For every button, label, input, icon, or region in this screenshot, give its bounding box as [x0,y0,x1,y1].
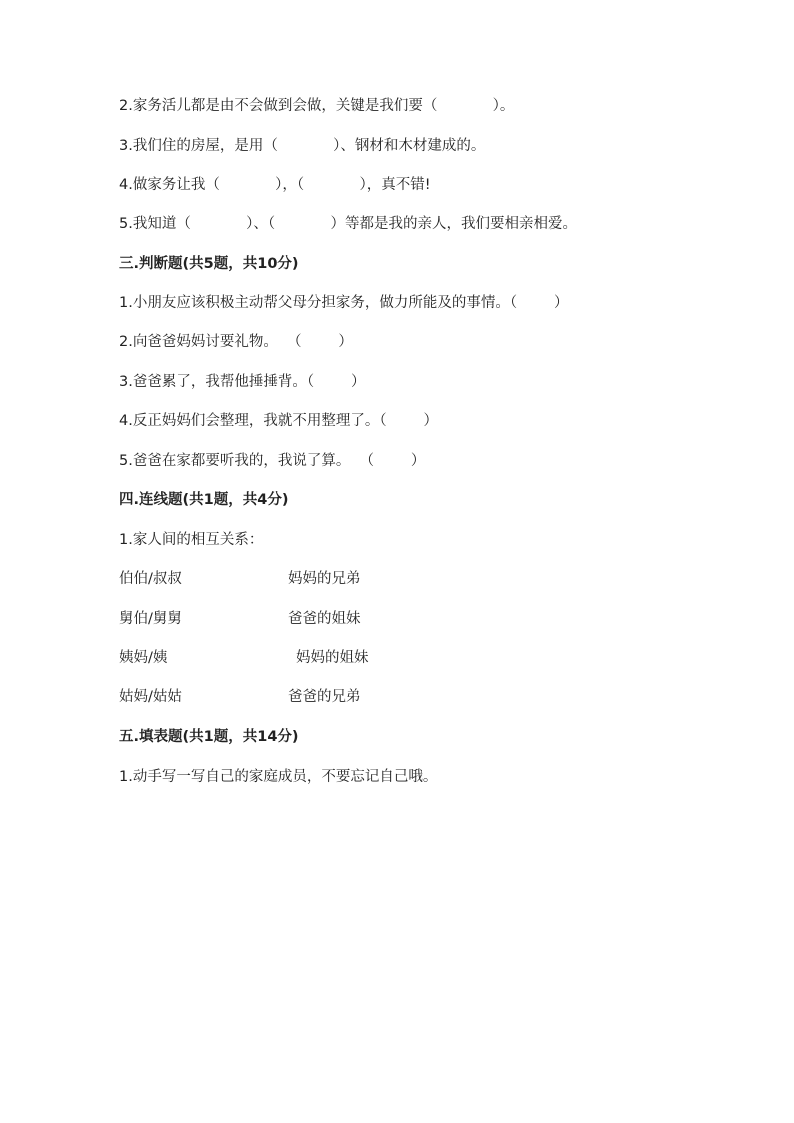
matching-left-item: 舅伯/舅舅 [119,611,182,627]
table-question: 1.动手写一写自己的家庭成员，不要忘记自己哦。 [119,769,438,785]
judgement-q4: 4.反正妈妈们会整理，我就不用整理了。（ ） [119,413,438,429]
matching-question: 1.家人间的相互关系： [119,532,264,548]
matching-left-item: 姨妈/姨 [119,650,168,666]
fill-blank-q2: 2.家务活儿都是由不会做到会做，关键是我们要（ ）。 [119,98,515,114]
matching-right-item: 爸爸的兄弟 [288,689,361,705]
judgement-q3: 3.爸爸累了，我帮他捶捶背。（ ） [119,374,366,390]
section-title-table: 五.填表题(共1题，共14分) [119,729,299,745]
matching-right-item: 妈妈的兄弟 [288,571,361,587]
fill-blank-q3: 3.我们住的房屋，是用（ ）、钢材和木材建成的。 [119,138,486,154]
matching-left-item: 伯伯/叔叔 [119,571,182,587]
judgement-q5: 5.爸爸在家都要听我的，我说了算。 （ ） [119,453,426,469]
judgement-q1: 1.小朋友应该积极主动帮父母分担家务，做力所能及的事情。（ ） [119,295,569,311]
matching-right-item: 爸爸的姐妹 [288,611,361,627]
fill-blank-q4: 4.做家务让我（ ），（ ），真不错! [119,177,431,193]
matching-right-item: 妈妈的姐妹 [296,650,369,666]
judgement-q2: 2.向爸爸妈妈讨要礼物。 （ ） [119,334,353,350]
section-title-judgement: 三.判断题(共5题，共10分) [119,256,299,272]
section-title-matching: 四.连线题(共1题，共4分) [119,492,289,508]
matching-left-item: 姑妈/姑姑 [119,689,182,705]
fill-blank-q5: 5.我知道（ ）、（ ）等都是我的亲人，我们要相亲相爱。 [119,216,577,232]
